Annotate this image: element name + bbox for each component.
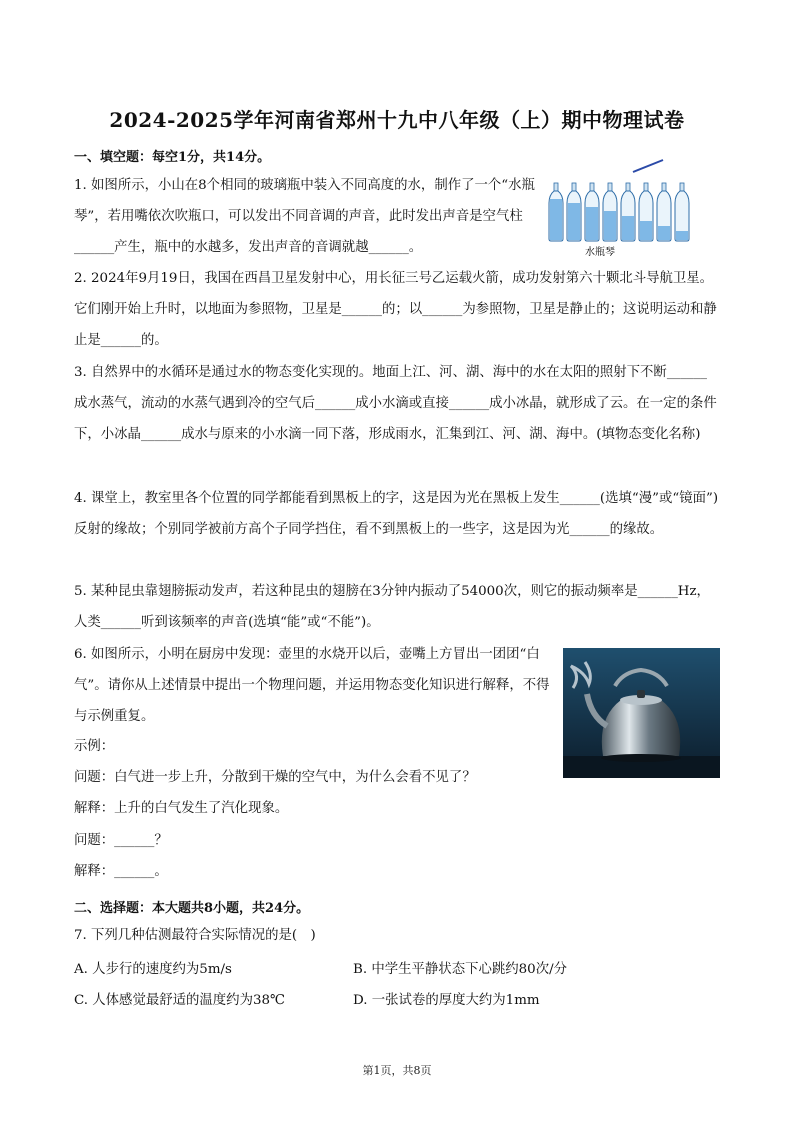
question-7-option-c: C. 人体感觉最舒适的温度约为38℃	[74, 993, 285, 1008]
bottle-row	[549, 183, 689, 241]
question-6-example-question: 问题：白气进一步上升，分散到干燥的空气中，为什么会看不见了？	[74, 770, 476, 785]
question-6-example-answer: 解释：上升的白气发生了汽化现象。	[74, 801, 289, 816]
question-6-question-blank: 问题：______？	[74, 833, 168, 848]
question-7-option-a: A. 人步行的速度约为5m/s	[74, 962, 232, 977]
water-bottle-xylophone-figure	[545, 155, 720, 260]
figure-caption: 水瓶琴	[585, 247, 615, 258]
question-1: 1. 如图所示，小山在8个相同的玻璃瓶中装入不同高度的水，制作了一个“水瓶琴”，若用嘴依次吹瓶口，可以发出不同音调的声音，此时发出声音是空气柱______产生，瓶中的水越多，发出声音的音调就越______。	[74, 178, 535, 255]
question-6-example-label: 示例：	[74, 739, 115, 754]
question-7-option-b: B. 中学生平静状态下心跳约80次/分	[353, 962, 567, 977]
boiling-kettle-photo	[563, 648, 720, 778]
question-5: 5. 某种昆虫靠翅膀振动发声，若这种昆虫的翅膀在3分钟内振动了54000次，则它的振动频率是______Hz，人类______听到该频率的声音(选填“能”或“不能”)。	[74, 584, 710, 630]
question-7-option-d: D. 一张试卷的厚度大约为1mm	[353, 993, 540, 1008]
section-heading-multiple-choice: 二、选择题：本大题共8小题，共24分。	[74, 901, 310, 916]
page-title: 2024-2025学年河南省郑州十九中八年级（上）期中物理试卷	[109, 108, 685, 132]
question-2: 2. 2024年9月19日，我国在西昌卫星发射中心，用长征三号乙运载火箭，成功发射第六十颗北斗导航卫星。它们刚开始上升时，以地面为参照物，卫星是______的；以______为参照物，卫星是静止的；这说明运动和静止是______的。	[74, 271, 717, 348]
question-7: 7. 下列几种估测最符合实际情况的是( )	[74, 928, 316, 943]
question-3: 3. 自然界中的水循环是通过水的物态变化实现的。地面上江、河、湖、海中的水在太阳的照射下不断______成水蒸气，流动的水蒸气遇到冷的空气后______成小水滴或直接______成小冰晶，就形成了云。在一定的条件下，小冰晶______成水与原来的小水滴一同下落，形成雨水，汇集到江、河、湖、海中。(填物态变化名称)	[74, 365, 717, 442]
section-heading-fill-blank: 一、填空题：每空1分，共14分。	[74, 150, 271, 165]
question-4: 4. 课堂上，教室里各个位置的同学都能看到黑板上的字，这是因为光在黑板上发生______(选填“漫”或“镜面”)反射的缘故；个别同学被前方高个子同学挡住，看不到黑板上的一些字，这是因为光______的缘故。	[74, 491, 719, 537]
question-6: 6. 如图所示，小明在厨房中发现：壶里的水烧开以后，壶嘴上方冒出一团团“白气”。请你从上述情景中提出一个物理问题，并运用物态变化知识进行解释，不得与示例重复。	[74, 647, 550, 724]
question-6-answer-blank: 解释：______。	[74, 864, 168, 879]
page-footer: 第1页，共8页	[362, 1064, 432, 1077]
